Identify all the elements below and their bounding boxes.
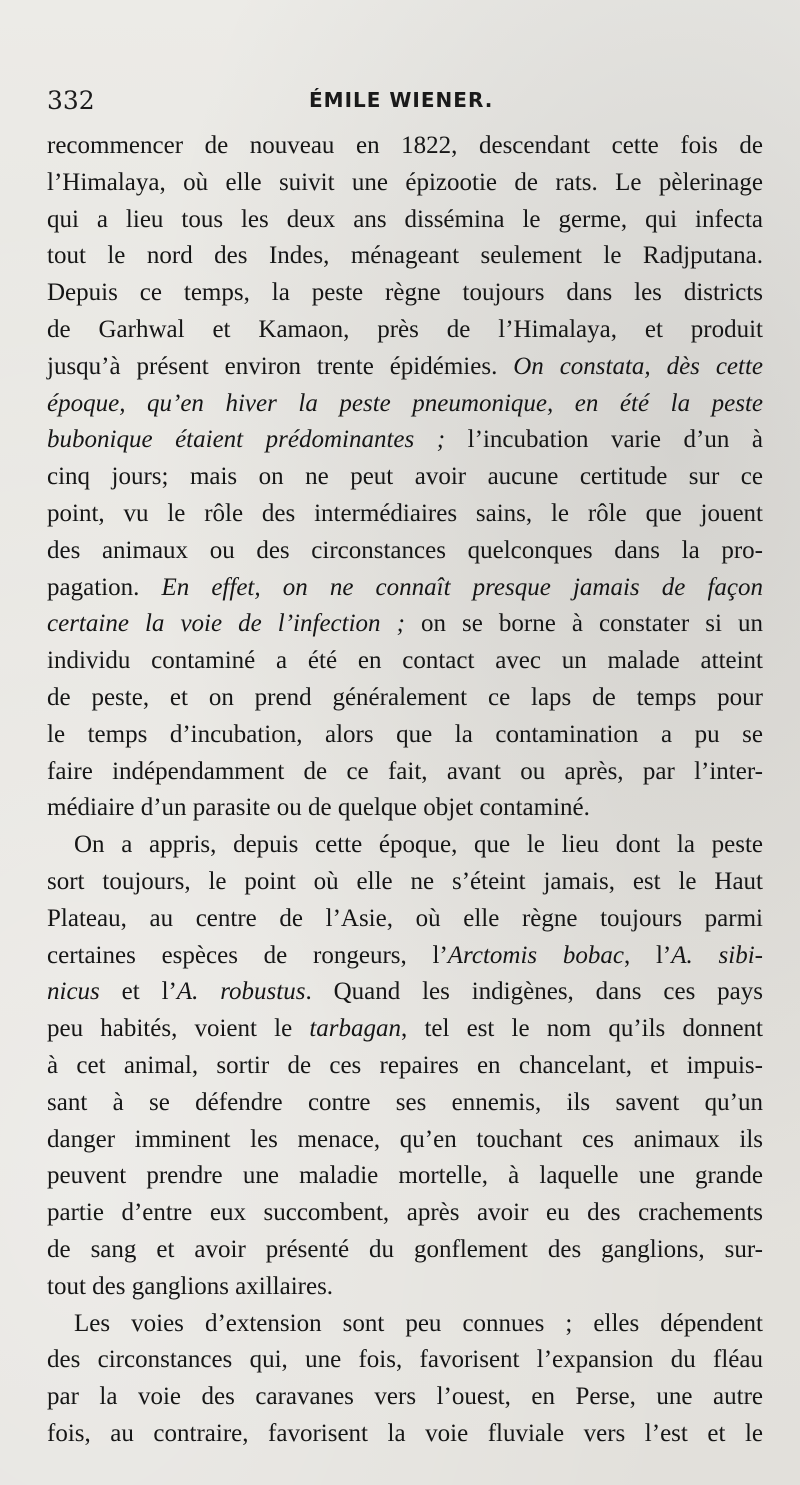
text-line — [47, 275, 763, 312]
text-segment: tout le nord des Indes, ménageant seulement le Radjputana. — [47, 242, 763, 270]
text-segment: cinq jours; mais on ne peut avoir aucune certitude sur ce — [47, 463, 763, 491]
text-line — [47, 1269, 763, 1306]
italic-text: A. sibi- — [671, 941, 763, 969]
italic-text: époque, qu’en hiver la peste pneumonique, en été la peste — [47, 389, 763, 417]
text-segment: danger imminent les menace, qu’en touchant ces animaux ils — [47, 1125, 763, 1153]
text-line — [47, 717, 763, 754]
text-segment: des circonstances qui, une fois, favorisent l’expansion du fléau — [47, 1346, 763, 1374]
text-line — [47, 570, 763, 607]
text-segment: On a appris, depuis cette époque, que le lieu dont la peste — [74, 831, 763, 859]
text-segment: partie d’entre eux succombent, après avoir eu des crachements — [47, 1199, 763, 1227]
text-line — [47, 790, 763, 827]
text-segment: Plateau, au centre de l’Asie, où elle règne toujours parmi — [47, 904, 763, 932]
text-segment: le temps d’incubation, alors que la contamination a pu se — [47, 720, 763, 748]
text-line — [47, 1342, 763, 1379]
text-segment: des animaux ou des circonstances quelconques dans la pro- — [47, 536, 763, 564]
text-segment: qui a lieu tous les deux ans dissémina le germe, qui infecta — [47, 205, 763, 233]
text-segment: on se borne à constater si un — [404, 610, 763, 638]
text-segment: sant à se défendre contre ses ennemis, ils savent qu’un — [47, 1088, 763, 1116]
text-segment: l’Himalaya, où elle suivit une épizootie de rats. Le pèlerinage — [47, 168, 763, 196]
text-segment: à cet animal, sortir de ces repaires en chancelant, et impuis- — [47, 1051, 763, 1079]
text-segment: médiaire d’un parasite ou de quelque objet contaminé. — [47, 794, 590, 822]
text-line — [47, 459, 763, 496]
text-line — [47, 312, 763, 349]
text-line — [47, 1416, 763, 1453]
text-line — [47, 1048, 763, 1085]
text-segment: , tel est le nom qu’ils donnent — [401, 1015, 763, 1043]
text-segment: Depuis ce temps, la peste règne toujours dans les districts — [47, 279, 763, 307]
text-line — [47, 643, 763, 680]
text-segment: certaines espèces de rongeurs, l’ — [47, 941, 448, 969]
text-segment: pagation. — [47, 573, 162, 601]
text-segment: . Quand les indigènes, dans ces pays — [305, 978, 763, 1006]
text-line — [47, 349, 763, 386]
text-segment: de sang et avoir présenté du gonflement des ganglions, sur- — [47, 1235, 763, 1263]
text-segment: et l’ — [99, 978, 177, 1006]
body-text — [47, 128, 763, 1453]
text-line — [47, 938, 763, 975]
text-segment: individu contaminé a été en contact avec un malade atteint — [47, 647, 763, 675]
text-line — [47, 386, 763, 423]
italic-text: nicus — [47, 978, 100, 1006]
text-line — [47, 754, 763, 791]
text-segment: fois, au contraire, favorisent la voie fluviale vers l’est et le — [47, 1419, 763, 1447]
page-header — [47, 86, 757, 126]
text-segment: tout des ganglions axillaires. — [47, 1272, 334, 1300]
text-segment: peu habités, voient le — [47, 1015, 310, 1043]
italic-text: tarbagan — [309, 1015, 402, 1043]
text-line — [47, 1085, 763, 1122]
text-line — [47, 238, 763, 275]
text-segment: par la voie des caravanes vers l’ouest, en Perse, une autre — [47, 1383, 763, 1411]
italic-text: certaine la voie de l’infection ; — [47, 610, 405, 638]
text-segment: point, vu le rôle des intermédiaires sains, le rôle que jouent — [47, 499, 763, 527]
text-line — [47, 1011, 763, 1048]
text-line — [47, 901, 763, 938]
text-line — [47, 165, 763, 202]
text-line — [47, 496, 763, 533]
text-segment: , l’ — [623, 941, 672, 969]
text-segment: recommencer de nouveau en 1822, descendant cette fois de — [47, 132, 763, 159]
text-segment: sort toujours, le point où elle ne s’éteint jamais, est le Haut — [47, 867, 763, 895]
text-line — [47, 1122, 763, 1159]
text-segment: l’incubation varie d’un à — [445, 426, 764, 454]
text-line — [47, 1379, 763, 1416]
text-segment: jusqu’à présent environ trente épidémies. — [47, 352, 514, 380]
text-line — [47, 1158, 763, 1195]
running-head: ÉMILE WIENER. — [309, 88, 494, 112]
text-line — [47, 202, 763, 239]
text-line — [47, 680, 763, 717]
text-segment: Les voies d’extension sont peu connues ; elles dépendent — [74, 1309, 763, 1337]
text-line — [47, 827, 763, 864]
italic-text: On constata, dès cette — [513, 352, 763, 380]
text-line — [47, 864, 763, 901]
text-line — [47, 128, 763, 165]
italic-text: A. robustus — [176, 978, 306, 1006]
text-segment: de peste, et on prend généralement ce laps de temps pour — [47, 683, 763, 711]
text-line — [47, 1232, 763, 1269]
text-line — [47, 974, 763, 1011]
text-line — [47, 1195, 763, 1232]
text-segment: faire indépendamment de ce fait, avant ou après, par l’inter- — [47, 757, 763, 785]
text-line — [47, 533, 763, 570]
page-number: 332 — [47, 86, 95, 115]
text-segment: de Garhwal et Kamaon, près de l’Himalaya, et produit — [47, 315, 763, 343]
italic-text: En effet, on ne connaît presque jamais de façon — [161, 573, 763, 601]
text-line — [47, 606, 763, 643]
italic-text: bubonique étaient prédominantes ; — [47, 426, 446, 454]
text-line — [47, 422, 763, 459]
italic-text: Arctomis bobac — [447, 941, 624, 969]
text-line — [47, 1306, 763, 1343]
text-segment: peuvent prendre une maladie mortelle, à laquelle une grande — [47, 1162, 763, 1190]
